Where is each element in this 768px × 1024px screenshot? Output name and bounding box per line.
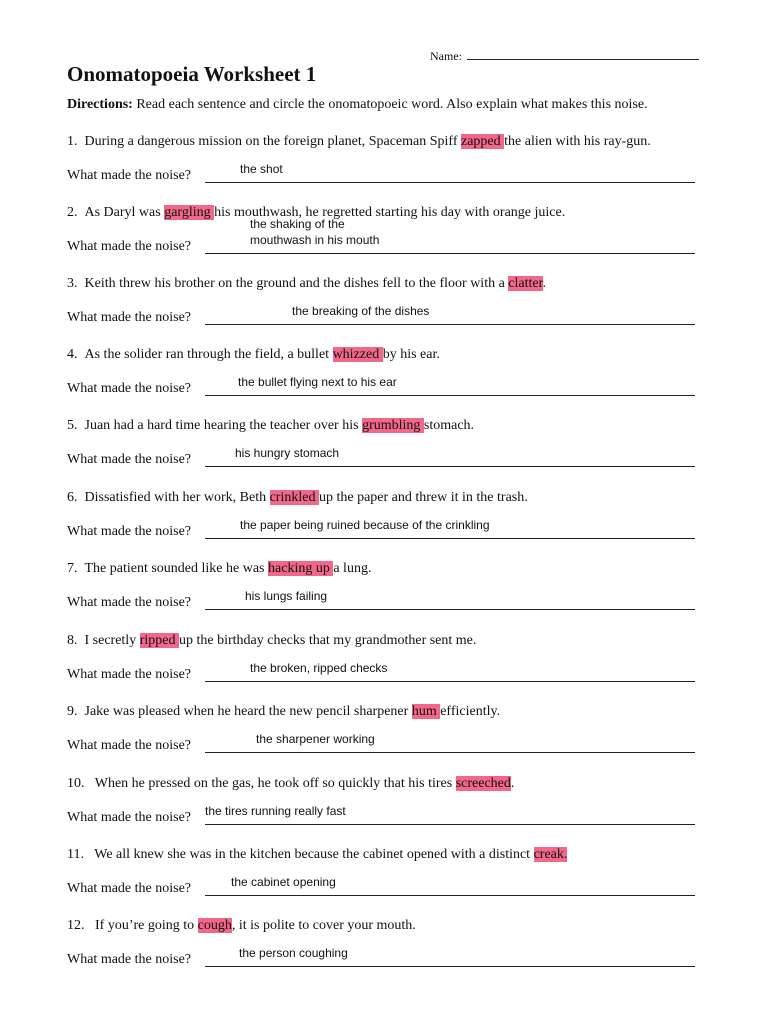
question-number: 8. xyxy=(67,633,78,648)
question-prompt: What made the noise? xyxy=(67,524,192,539)
question-item xyxy=(67,633,707,704)
handwritten-answer xyxy=(239,946,348,960)
handwritten-answer xyxy=(231,875,336,889)
handwritten-answer xyxy=(205,804,346,818)
question-number: 4. xyxy=(67,347,78,362)
question-prompt: What made the noise? xyxy=(67,381,192,396)
question-item xyxy=(67,347,707,418)
question-sentence xyxy=(67,776,514,792)
answer-line xyxy=(205,681,695,682)
name-blank-line xyxy=(467,47,699,60)
question-number: 11. xyxy=(67,847,84,862)
onomatopoeia-word: crinkled xyxy=(269,490,319,505)
answer-text: the cabinet opening xyxy=(231,875,336,889)
question-sentence xyxy=(67,633,476,649)
sentence-text-before: I secretly xyxy=(84,633,140,648)
question-prompt: What made the noise? xyxy=(67,168,192,183)
question-item xyxy=(67,490,707,561)
sentence-text-before: As Daryl was xyxy=(84,205,165,220)
sentence-text-after: a lung. xyxy=(333,561,372,576)
sentence-text-after: his mouthwash, he regretted starting his day with orange juice. xyxy=(214,205,566,220)
question-item xyxy=(67,205,707,276)
sentence-text-after: by his ear. xyxy=(382,347,440,362)
sentence-text-after: efficiently. xyxy=(440,704,501,719)
question-sentence xyxy=(67,847,567,863)
sentence-text-after: . xyxy=(510,776,515,791)
question-number: 7. xyxy=(67,561,78,576)
question-number: 3. xyxy=(67,276,78,291)
sentence-text-before: We all knew she was in the kitchen because the cabinet opened with a distinct xyxy=(90,847,534,862)
directions xyxy=(67,97,648,113)
question-sentence xyxy=(67,134,651,150)
onomatopoeia-word: grumbling xyxy=(362,418,424,433)
handwritten-answer xyxy=(250,216,379,248)
question-sentence xyxy=(67,490,528,506)
onomatopoeia-word: hacking up xyxy=(268,561,334,576)
sentence-text-before: Jake was pleased when he heard the new pencil sharpener xyxy=(84,704,412,719)
handwritten-answer xyxy=(245,589,327,603)
sentence-text-before: Keith threw his brother on the ground and the dishes fell to the floor with a xyxy=(84,276,509,291)
handwritten-answer xyxy=(238,375,397,389)
sentence-text-after: the alien with his ray-gun. xyxy=(504,134,651,149)
answer-text: the sharpener working xyxy=(256,732,375,746)
onomatopoeia-word: hum xyxy=(411,704,441,719)
question-sentence xyxy=(67,276,546,292)
question-prompt: What made the noise? xyxy=(67,239,192,254)
worksheet-title: Onomatopoeia Worksheet 1 xyxy=(67,62,317,86)
sentence-text-before: The patient sounded like he was xyxy=(84,561,269,576)
question-sentence xyxy=(67,418,474,434)
answer-text: the shaking of the xyxy=(250,217,345,231)
onomatopoeia-word: zapped xyxy=(461,134,505,149)
answer-line xyxy=(205,895,695,896)
handwritten-answer xyxy=(256,732,375,746)
answer-line xyxy=(205,324,695,325)
answer-text: the person coughing xyxy=(239,946,348,960)
onomatopoeia-word: whizzed xyxy=(332,347,383,362)
question-sentence xyxy=(67,704,500,720)
question-prompt: What made the noise? xyxy=(67,881,192,896)
answer-line xyxy=(205,395,695,396)
answer-line xyxy=(205,752,695,753)
answer-text: the broken, ripped checks xyxy=(250,661,388,675)
question-prompt: What made the noise? xyxy=(67,738,192,753)
question-item xyxy=(67,776,707,847)
question-prompt: What made the noise? xyxy=(67,310,192,325)
sentence-text-after: . xyxy=(542,276,546,291)
question-item xyxy=(67,276,707,347)
onomatopoeia-word: clatter xyxy=(508,276,543,291)
answer-text: the breaking of the dishes xyxy=(292,304,430,318)
question-item xyxy=(67,561,707,632)
question-prompt: What made the noise? xyxy=(67,810,192,825)
question-number: 2. xyxy=(67,205,78,220)
question-item xyxy=(67,918,707,989)
sentence-text-after: up the paper and threw it in the trash. xyxy=(318,490,528,505)
question-prompt: What made the noise? xyxy=(67,952,192,967)
question-sentence xyxy=(67,347,440,363)
handwritten-answer xyxy=(240,518,490,532)
answer-text: the bullet flying next to his ear xyxy=(238,375,397,389)
question-number: 9. xyxy=(67,704,78,719)
question-prompt: What made the noise? xyxy=(67,452,192,467)
answer-line xyxy=(205,824,695,825)
sentence-text-before: Dissatisfied with her work, Beth xyxy=(84,490,270,505)
sentence-text-before: Juan had a hard time hearing the teacher over his xyxy=(84,418,363,433)
answer-text: his hungry stomach xyxy=(235,446,340,460)
answer-text: his lungs failing xyxy=(245,589,328,603)
sentence-text-after: stomach. xyxy=(423,418,475,433)
question-prompt: What made the noise? xyxy=(67,667,192,682)
handwritten-answer xyxy=(235,446,339,460)
answer-text: the tires running really fast xyxy=(205,804,346,818)
sentence-text-before: As the solider ran through the field, a bullet xyxy=(84,347,333,362)
handwritten-answer xyxy=(250,661,387,675)
onomatopoeia-word: ripped xyxy=(139,633,179,648)
question-item xyxy=(67,134,707,205)
question-sentence xyxy=(67,918,416,934)
question-number: 6. xyxy=(67,490,78,505)
name-label: Name: xyxy=(430,49,462,63)
question-sentence xyxy=(67,561,371,577)
onomatopoeia-word: screeched xyxy=(455,776,511,791)
answer-line xyxy=(205,538,695,539)
name-field xyxy=(430,47,699,64)
handwritten-answer xyxy=(240,162,283,176)
onomatopoeia-word: gargling xyxy=(164,205,215,220)
onomatopoeia-word: creak. xyxy=(533,847,568,862)
answer-line xyxy=(205,609,695,610)
directions-label: Directions: xyxy=(67,97,133,112)
answer-text: the paper being ruined because of the crinkling xyxy=(240,518,490,532)
answer-text-line-2: mouthwash in his mouth xyxy=(250,233,380,247)
question-number: 10. xyxy=(67,776,85,791)
answer-text: the shot xyxy=(240,162,283,176)
answer-line xyxy=(205,966,695,967)
sentence-text-before: During a dangerous mission on the foreign planet, Spaceman Spiff xyxy=(84,134,461,149)
question-prompt: What made the noise? xyxy=(67,595,192,610)
question-number: 5. xyxy=(67,418,78,433)
question-item xyxy=(67,704,707,775)
answer-line xyxy=(205,182,695,183)
question-number: 12. xyxy=(67,918,85,933)
sentence-text-before: When he pressed on the gas, he took off so quickly that his tires xyxy=(91,776,456,791)
onomatopoeia-word: cough xyxy=(197,918,232,933)
sentence-text-after: , it is polite to cover your mouth. xyxy=(231,918,416,933)
answer-line xyxy=(205,253,695,254)
sentence-text-before: If you’re going to xyxy=(91,918,198,933)
directions-text: Read each sentence and circle the onomatopoeic word. Also explain what makes this noise. xyxy=(132,97,648,112)
handwritten-answer xyxy=(292,304,429,318)
answer-line xyxy=(205,466,695,467)
question-item xyxy=(67,418,707,489)
question-number: 1. xyxy=(67,134,78,149)
question-item xyxy=(67,847,707,918)
sentence-text-after: up the birthday checks that my grandmother sent me. xyxy=(178,633,477,648)
